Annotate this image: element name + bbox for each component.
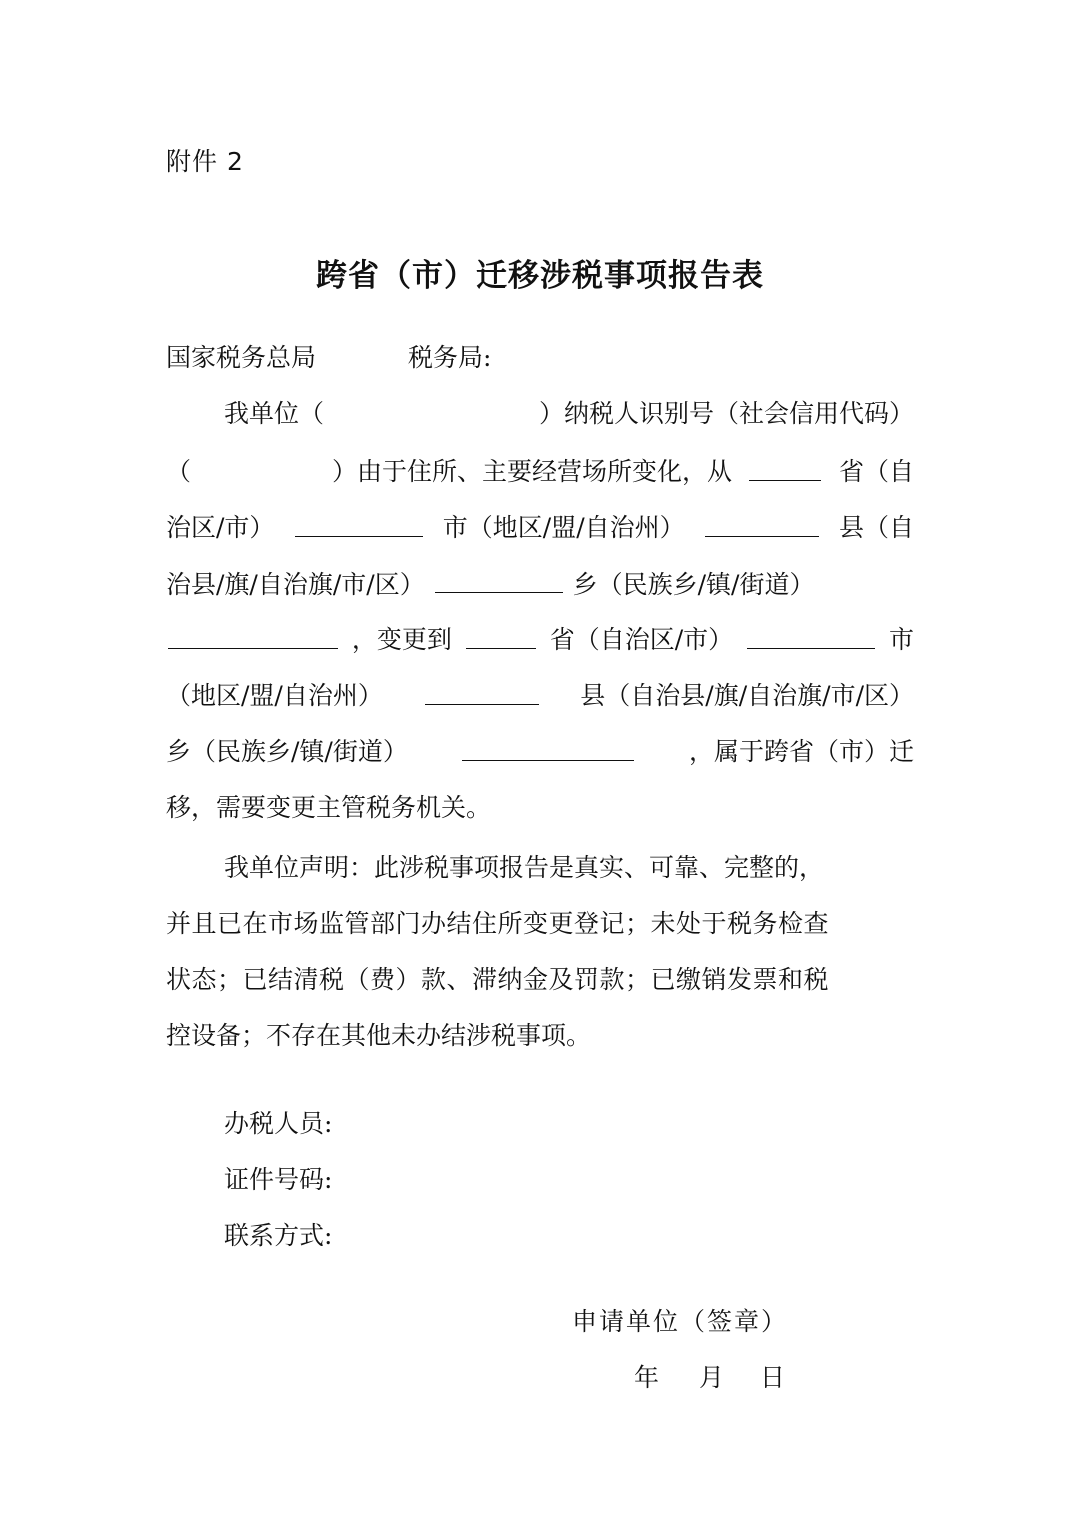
text-segment: 县（自 (838, 513, 914, 542)
street-from-blank[interactable] (168, 620, 338, 649)
paragraph1-line6 (166, 676, 914, 716)
paragraph1-line2 (166, 452, 914, 492)
township-to-blank[interactable] (462, 732, 634, 761)
addressee-bureau: 税务局: (408, 343, 492, 372)
id-number-label: 证件号码: (224, 1165, 333, 1194)
text-segment: 治县/旗/自治旗/市/区） (166, 570, 425, 599)
attachment-label: 附件 2 (166, 147, 244, 176)
paragraph1-line8: 移，需要变更主管税务机关。 (166, 793, 492, 822)
text-segment: 省（自治区/市） (549, 625, 734, 654)
addressee-line (166, 338, 491, 378)
text-segment: ）纳税人识别号（社会信用代码） (538, 399, 914, 428)
paragraph2-line1 (224, 848, 914, 888)
text-segment: 省（自 (838, 457, 914, 486)
text-segment: 县（自治县/旗/自治旗/市/区） (580, 681, 914, 710)
text-segment: ，变更到 (351, 625, 452, 654)
handler-label: 办税人员: (224, 1109, 333, 1138)
paragraph2-line2: 并且已在市场监管部门办结住所变更登记；未处于税务检查 (166, 909, 830, 938)
paragraph1-line7 (166, 732, 914, 772)
month-label: 月 (699, 1363, 727, 1392)
paragraph2-line3: 状态；已结清税（费）款、滞纳金及罚款；已缴销发票和税 (166, 965, 830, 994)
city-from-blank[interactable] (295, 508, 423, 537)
year-label: 年 (634, 1363, 662, 1392)
text-segment: 乡（民族乡/镇/街道） (572, 570, 815, 599)
addressee-org: 国家税务总局 (166, 343, 317, 372)
document-title: 跨省（市）迁移涉税事项报告表 (316, 258, 764, 294)
paragraph1-line3 (166, 508, 914, 548)
text-segment: 治区/市） (166, 513, 275, 542)
city-to-blank[interactable] (747, 620, 875, 649)
township-from-blank[interactable] (435, 564, 563, 593)
text-segment: 市 (888, 625, 914, 654)
text-segment: （ (166, 457, 192, 486)
text-segment: 我单位（ (224, 399, 325, 428)
text-segment: 乡（民族乡/镇/街道） (166, 737, 408, 766)
paragraph1-line4 (166, 564, 814, 604)
county-to-blank[interactable] (425, 676, 539, 705)
day-label: 日 (760, 1363, 788, 1392)
text-segment: 我单位声明：此涉税事项报告是真实、可靠、完整的， (224, 853, 825, 882)
text-segment: 市（地区/盟/自治州） (442, 513, 685, 542)
text-segment: ，属于跨省（市）迁 (688, 737, 914, 766)
paragraph2-line4: 控设备；不存在其他未办结涉税事项。 (166, 1021, 592, 1050)
contact-method-label: 联系方式: (224, 1221, 333, 1250)
date-line (634, 1358, 787, 1394)
text-segment: ）由于住所、主要经营场所变化，从 (331, 457, 732, 486)
text-segment: （地区/盟/自治州） (166, 681, 383, 710)
county-from-blank[interactable] (705, 508, 819, 537)
province-from-blank[interactable] (749, 452, 821, 481)
province-to-blank[interactable] (466, 620, 536, 649)
paragraph1-line1 (224, 394, 914, 434)
paragraph1-line5 (166, 620, 914, 660)
applicant-signature-label: 申请单位（签章） (572, 1307, 789, 1336)
